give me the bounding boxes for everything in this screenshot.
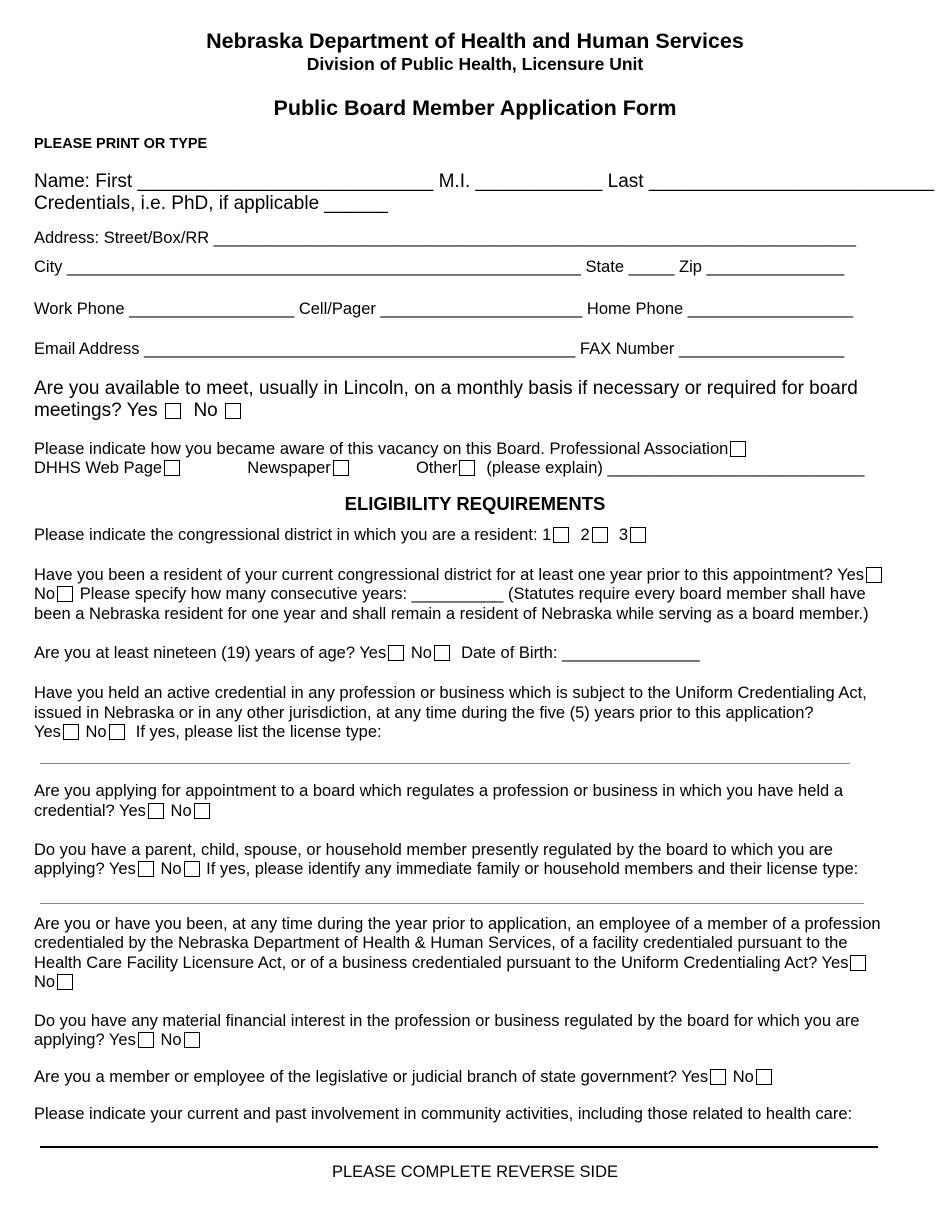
community-line[interactable]	[40, 1146, 878, 1148]
availability-question: Are you available to meet, usually in Lincoln, on a monthly basis if necessary or required for board	[34, 378, 858, 399]
division-title: Division of Public Health, Licensure Unit	[306, 54, 644, 74]
family-question: Do you have a parent, child, spouse, or household member presently regulated by the board to which you are	[34, 841, 833, 859]
print-instruction: PLEASE PRINT OR TYPE	[34, 136, 208, 152]
credential-answer-row	[34, 722, 382, 742]
district-question: Please indicate the congressional district in which you are a resident: 1	[34, 526, 552, 544]
residency-no-label: No	[34, 585, 56, 603]
other-checkbox[interactable]	[459, 460, 475, 476]
district-3-label: 3	[618, 526, 629, 544]
district-1-checkbox[interactable]	[553, 527, 569, 543]
credential-yes-label: Yes	[34, 723, 61, 741]
credential-question-2: issued in Nebraska or in any other jurisdiction, at any time during the five (5) years prior to this application?	[34, 704, 814, 722]
credential-no-checkbox[interactable]	[109, 724, 125, 740]
address-field[interactable]: Address: Street/Box/RR ______________________________________________________________________	[34, 229, 857, 247]
age-no-checkbox[interactable]	[434, 645, 450, 661]
credential-question-1: Have you held an active credential in any profession or business which is subject to the Uniform Credentialing Act,	[34, 684, 867, 702]
regulated-answer-row	[34, 801, 212, 821]
financial-answer-row	[34, 1030, 202, 1050]
residency-row-2	[34, 584, 866, 604]
vacancy-options-row	[34, 458, 864, 478]
vacancy-question: Please indicate how you became aware of this vacancy on this Board. Professional Association	[34, 440, 729, 458]
financial-no-label: No	[160, 1031, 182, 1049]
residency-statute: been a Nebraska resident for one year and shall remain a resident of Nebraska while serving as a board member.)	[34, 605, 869, 623]
availability-no-checkbox[interactable]	[225, 403, 241, 419]
age-no-label: No	[410, 644, 432, 662]
family-no-label: No	[160, 860, 182, 878]
employee-no-label: No	[34, 973, 56, 991]
district-2-checkbox[interactable]	[592, 527, 608, 543]
family-yes-checkbox[interactable]	[138, 861, 154, 877]
vacancy-question-row	[34, 439, 748, 459]
credentials-field[interactable]: Credentials, i.e. PhD, if applicable ______	[34, 193, 388, 214]
age-row	[34, 643, 700, 663]
family-prefix: applying? Yes	[34, 860, 136, 878]
newspaper-checkbox[interactable]	[333, 460, 349, 476]
credential-yes-checkbox[interactable]	[63, 724, 79, 740]
district-2-label: 2	[580, 526, 590, 544]
license-type-line[interactable]	[40, 763, 850, 764]
regulated-prefix: credential? Yes	[34, 802, 146, 820]
district-row	[34, 525, 648, 545]
availability-answer-row	[34, 400, 243, 422]
employee-yes-checkbox[interactable]	[850, 955, 866, 971]
license-type-prompt: If yes, please list the license type:	[135, 723, 382, 741]
residency-yes-checkbox[interactable]	[866, 567, 882, 583]
name-field[interactable]: Name: First ____________________________ M.I. ____________ Last ___________________________	[34, 171, 935, 192]
regulated-question: Are you applying for appointment to a board which regulates a profession or business in which you have held a	[34, 782, 843, 800]
community-question: Please indicate your current and past involvement in community activities, including those related to health care:	[34, 1105, 853, 1123]
residency-no-checkbox[interactable]	[57, 586, 73, 602]
other-label: Other	[415, 459, 458, 477]
eligibility-heading: ELIGIBILITY REQUIREMENTS	[344, 493, 606, 514]
city-state-zip-field[interactable]: City ________________________________________________________ State _____ Zip _______________	[34, 258, 845, 276]
family-identify-prompt: If yes, please identify any immediate family or household members and their license type:	[206, 860, 859, 878]
legislative-no-checkbox[interactable]	[756, 1069, 772, 1085]
legislative-no-label: No	[732, 1068, 754, 1086]
employee-question-1: Are you or have you been, at any time during the year prior to application, an employee of a member of a profession	[34, 915, 881, 933]
other-explain-field[interactable]: (please explain) ____________________________	[486, 459, 865, 477]
legislative-row	[34, 1067, 774, 1087]
email-fax-fields[interactable]: Email Address _______________________________________________ FAX Number __________________	[34, 340, 845, 358]
availability-no-label: No	[193, 400, 218, 421]
web-page-checkbox[interactable]	[164, 460, 180, 476]
legislative-yes-checkbox[interactable]	[710, 1069, 726, 1085]
financial-no-checkbox[interactable]	[184, 1032, 200, 1048]
family-members-line[interactable]	[40, 903, 864, 904]
employee-row-3	[34, 953, 868, 973]
employee-no-row	[34, 972, 75, 992]
employee-no-checkbox[interactable]	[57, 974, 73, 990]
agency-title: Nebraska Department of Health and Human Services	[206, 29, 744, 53]
reverse-side-notice: PLEASE COMPLETE REVERSE SIDE	[331, 1163, 619, 1181]
family-no-checkbox[interactable]	[184, 861, 200, 877]
legislative-question: Are you a member or employee of the legislative or judicial branch of state government? Yes	[34, 1068, 709, 1086]
residency-row-1	[34, 565, 884, 585]
residency-question: Have you been a resident of your current congressional district for at least one year prior to this appointment? Yes	[34, 566, 865, 584]
regulated-no-checkbox[interactable]	[194, 803, 210, 819]
date-of-birth-field[interactable]: Date of Birth: _______________	[461, 644, 700, 662]
employee-question-3: Health Care Facility Licensure Act, or of a business credentialed pursuant to the Uniform Credentialing Act? Yes	[34, 954, 849, 972]
regulated-no-label: No	[170, 802, 192, 820]
financial-yes-checkbox[interactable]	[138, 1032, 154, 1048]
form-title: Public Board Member Application Form	[273, 96, 677, 120]
employee-question-2: credentialed by the Nebraska Department of Health & Human Services, of a facility credentialed pursuant to the	[34, 934, 848, 952]
newspaper-label: Newspaper	[247, 459, 331, 477]
family-answer-row	[34, 859, 858, 879]
financial-question: Do you have any material financial interest in the profession or business regulated by the board for which you are	[34, 1012, 860, 1030]
professional-association-checkbox[interactable]	[730, 441, 746, 457]
web-page-label: DHHS Web Page	[34, 459, 163, 477]
phone-fields[interactable]: Work Phone __________________ Cell/Pager ______________________ Home Phone __________________	[34, 300, 853, 318]
age-question: Are you at least nineteen (19) years of age? Yes	[34, 644, 387, 662]
age-yes-checkbox[interactable]	[388, 645, 404, 661]
availability-prefix: meetings? Yes	[34, 400, 158, 421]
financial-prefix: applying? Yes	[34, 1031, 136, 1049]
availability-yes-checkbox[interactable]	[165, 403, 181, 419]
district-3-checkbox[interactable]	[630, 527, 646, 543]
residency-years-field[interactable]: Please specify how many consecutive years: __________ (Statutes require every board member shall have	[79, 585, 866, 603]
credential-no-label: No	[85, 723, 107, 741]
regulated-yes-checkbox[interactable]	[148, 803, 164, 819]
